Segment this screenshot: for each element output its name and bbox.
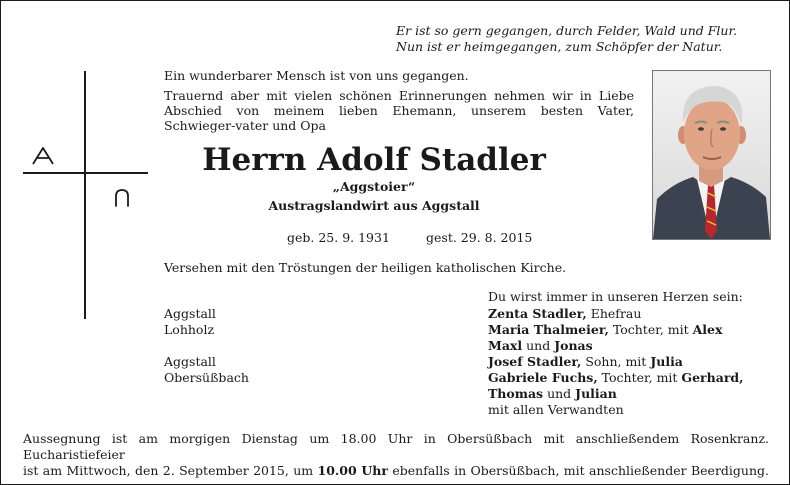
places-list (164, 306, 414, 386)
mourner-name: Josef Stadler, (488, 354, 582, 369)
grandchild-name: Julian (575, 386, 617, 401)
portrait-illustration (653, 71, 770, 239)
funeral-line-2 (23, 463, 769, 479)
mourner-relation: Tochter, mit (608, 322, 693, 337)
intro-text (164, 68, 634, 133)
grandchild-name: Maxl (488, 338, 523, 353)
intro-line-2: Trauernd aber mit vielen schönen Erinnerungen nehmen wir in Liebe Abschied von meinem lieben Ehemann, unserem besten Vater, Schwieger-vater und Opa (164, 88, 634, 133)
funeral-line-2-end: ebenfalls in Obersüßbach, mit anschließender Beerdigung. (388, 463, 769, 478)
place-item: Lohholz (164, 322, 215, 337)
poem-line-1: Er ist so gern gegangen, durch Felder, Wald und Flur. (396, 23, 738, 38)
place-item: Aggstall (164, 306, 216, 321)
grandchild-name: Jonas (554, 338, 593, 353)
grandchild-name: Julia (650, 354, 683, 369)
deceased-name: Herrn Adolf Stadler (202, 142, 546, 178)
deceased-nickname: „Aggstoier“ (332, 179, 416, 194)
conjunction: und (543, 386, 576, 401)
mourner-name: Maria Thalmeier, (488, 322, 609, 337)
poem (396, 23, 756, 55)
mourner-name: Zenta Stadler, (488, 306, 587, 321)
cross-horizontal-beam (23, 172, 148, 174)
mourner-entry (488, 370, 758, 402)
place-item (164, 338, 414, 354)
funeral-line-2-start: ist am Mittwoch, den 2. September 2015, um (23, 463, 318, 478)
last-rites-line: Versehen mit den Tröstungen der heiligen katholischen Kirche. (164, 260, 567, 275)
alpha-icon (31, 146, 55, 166)
relatives-line: mit allen Verwandten (488, 402, 624, 417)
grandchild-name: Gerhard, (681, 370, 744, 385)
mourner-relation: Sohn, mit (581, 354, 651, 369)
grandchild-name: Alex (692, 322, 723, 337)
mourner-entry (488, 306, 758, 322)
cross-vertical-beam (84, 71, 86, 319)
funeral-details (23, 431, 769, 479)
mourner-relation: Ehefrau (586, 306, 642, 321)
heart-line: Du wirst immer in unseren Herzen sein: (488, 289, 743, 304)
funeral-line-1: Aussegnung ist am morgigen Dienstag um 18.00 Uhr in Obersüßbach mit anschließendem Rosenkranz. Eucharistiefeier (23, 431, 769, 462)
mourner-name: Gabriele Fuchs, (488, 370, 598, 385)
omega-icon (113, 188, 131, 208)
deceased-occupation: Austragslandwirt aus Aggstall (268, 198, 480, 213)
grandchild-name: Thomas (488, 386, 544, 401)
funeral-time: 10.00 Uhr (317, 463, 388, 478)
intro-line-1: Ein wunderbarer Mensch ist von uns gegangen. (164, 68, 469, 83)
portrait-photo (652, 70, 771, 240)
mourners-list (488, 306, 758, 418)
place-item: Obersüßbach (164, 370, 249, 385)
birth-date: geb. 25. 9. 1931 (287, 230, 390, 245)
death-date: gest. 29. 8. 2015 (426, 230, 533, 245)
place-item: Aggstall (164, 354, 216, 369)
conjunction: und (522, 338, 555, 353)
mourner-relation: Tochter, mit (597, 370, 682, 385)
mourner-entry (488, 354, 758, 370)
poem-line-2: Nun ist er heimgegangen, zum Schöpfer der Natur. (396, 39, 723, 54)
mourner-entry (488, 322, 758, 354)
